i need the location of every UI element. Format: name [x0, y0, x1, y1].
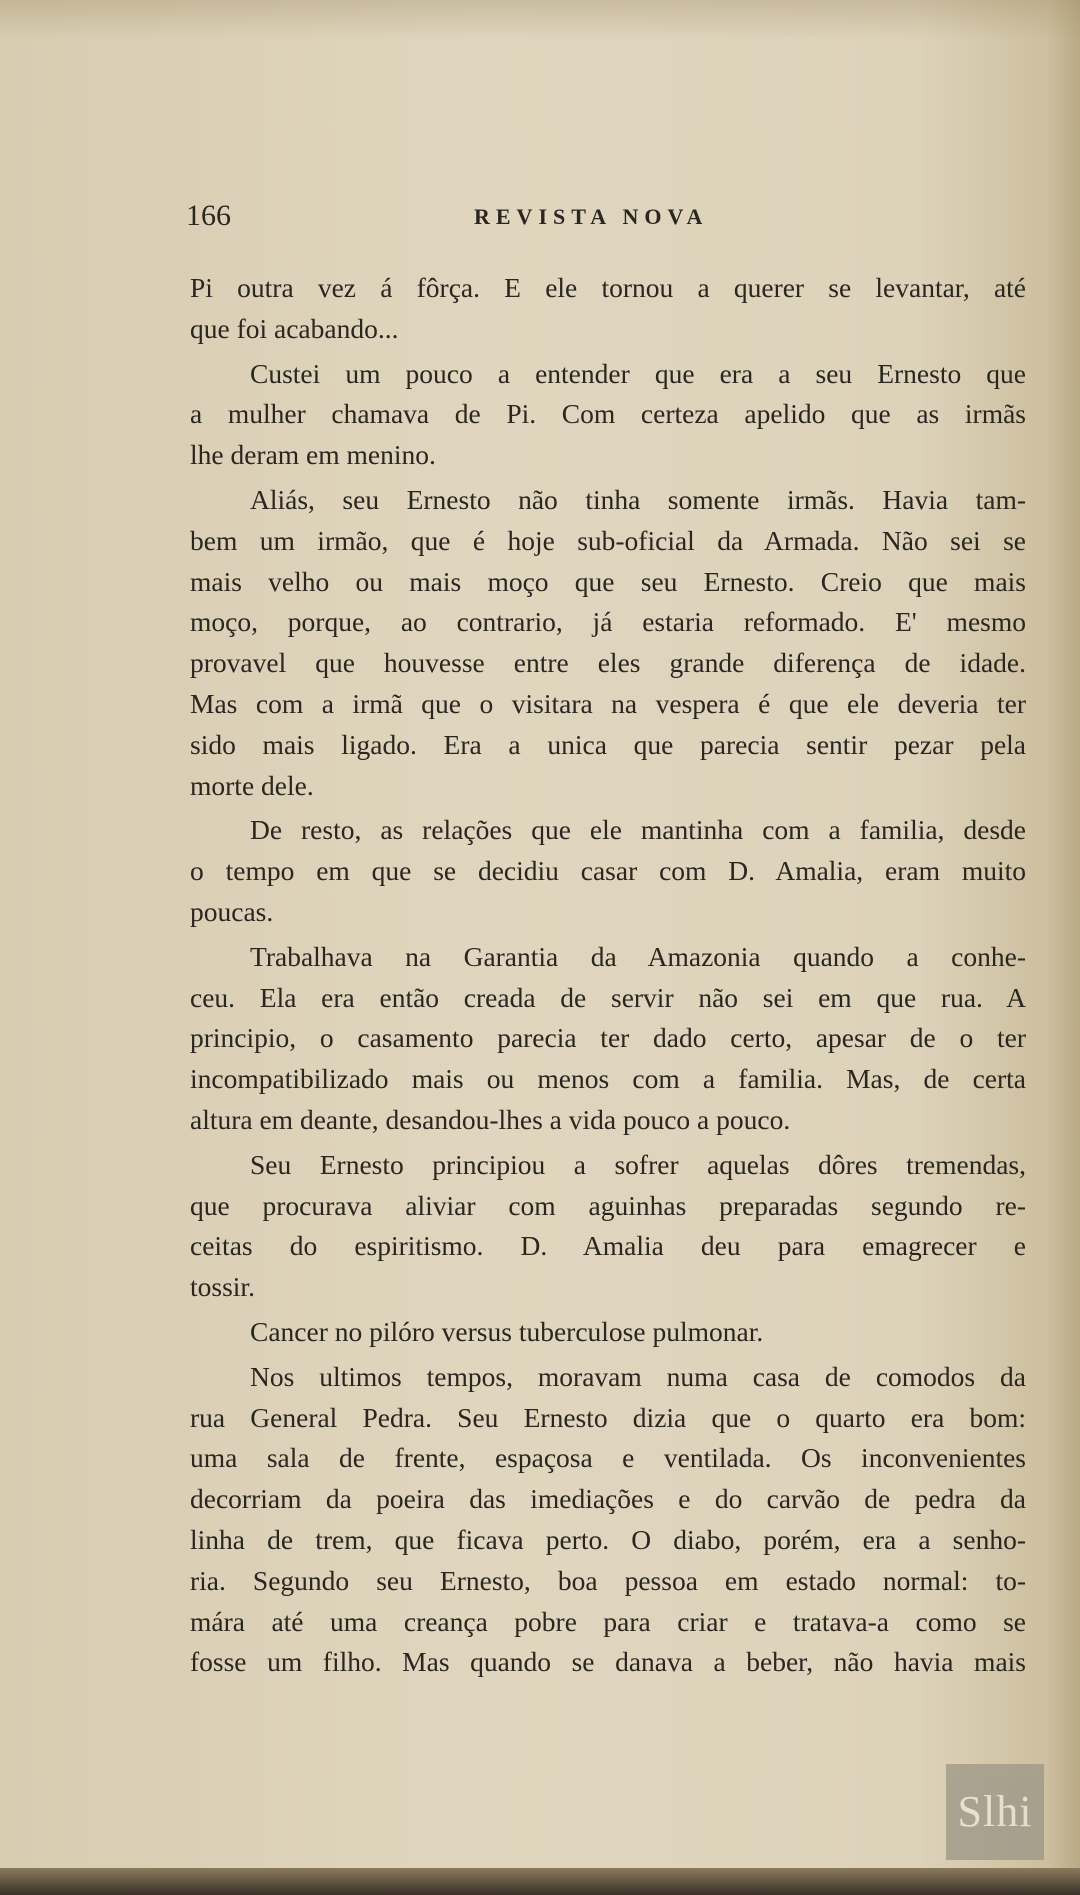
text-line: que procurava aliviar com aguinhas preparadas segundo re-	[190, 1189, 1026, 1221]
text-line: Custei um pouco a entender que era a seu Ernesto que	[250, 357, 1026, 389]
page-bottom-edge	[0, 1868, 1080, 1895]
text-line: De resto, as relações que ele mantinha com a familia, desde	[250, 814, 1026, 846]
text-line: Nos ultimos tempos, moravam numa casa de comodos da	[250, 1360, 1026, 1392]
journal-title: REVISTA NOVA	[474, 204, 709, 229]
page-edge-shadow	[0, 0, 1080, 40]
text-line: a mulher chamava de Pi. Com certeza apelido que as irmãs	[190, 398, 1026, 430]
text-line: ceu. Ela era então creada de servir não sei em que rua. A	[190, 981, 1026, 1013]
text-line: incompatibilizado mais ou menos com a familia. Mas, de certa	[190, 1063, 1026, 1095]
text-line: linha de trem, que ficava perto. O diabo, porém, era a senho-	[190, 1523, 1026, 1555]
text-line: Aliás, seu Ernesto não tinha somente irmãs. Havia tam-	[250, 483, 1026, 515]
running-head	[186, 196, 1026, 236]
text-line: Trabalhava na Garantia da Amazonia quando a conhe-	[250, 940, 1026, 972]
text-line: mais velho ou mais moço que seu Ernesto. Creio que mais	[190, 565, 1026, 597]
stamp-text: Slhi	[957, 1787, 1033, 1836]
text-line: Cancer no pilóro versus tuberculose pulmonar.	[250, 1315, 764, 1347]
text-line: Pi outra vez á fôrça. E ele tornou a querer se levantar, até	[190, 272, 1026, 303]
text-line: Mas com a irmã que o visitara na vespera é que ele deveria ter	[190, 687, 1026, 719]
text-line: tossir.	[190, 1271, 255, 1303]
text-line: sido mais ligado. Era a unica que parecia sentir pezar pela	[190, 728, 1026, 760]
text-line: lhe deram em menino.	[190, 439, 436, 471]
text-line: rua General Pedra. Seu Ernesto dizia que o quarto era bom:	[190, 1401, 1026, 1433]
library-stamp-logo	[946, 1764, 1044, 1860]
text-line: poucas.	[190, 895, 274, 927]
text-line: uma sala de frente, espaçosa e ventilada. Os inconvenientes	[190, 1442, 1026, 1474]
text-line: provavel que houvesse entre eles grande diferença de idade.	[190, 647, 1026, 679]
text-line: que foi acabando...	[190, 312, 399, 344]
text-line: ria. Segundo seu Ernesto, boa pessoa em estado normal: to-	[190, 1564, 1026, 1596]
text-line: fosse um filho. Mas quando se danava a beber, não havia mais	[190, 1646, 1026, 1678]
text-line: principio, o casamento parecia ter dado certo, apesar de o ter	[190, 1022, 1026, 1054]
text-line: moço, porque, ao contrario, já estaria reformado. E' mesmo	[190, 606, 1026, 638]
text-line: morte dele.	[190, 769, 314, 801]
text-line: o tempo em que se decidiu casar com D. Amalia, eram muito	[190, 855, 1026, 887]
text-line: decorriam da poeira das imediações e do carvão de pedra da	[190, 1483, 1026, 1515]
text-line: mára até uma creança pobre para criar e tratava-a como se	[190, 1605, 1026, 1637]
text-line: ceitas do espiritismo. D. Amalia deu para emagrecer e	[190, 1230, 1026, 1262]
text-line: altura em deante, desandou-lhes a vida pouco a pouco.	[190, 1103, 791, 1135]
page-number: 166	[186, 199, 231, 232]
body-text	[190, 268, 1026, 1683]
text-line: Seu Ernesto principiou a sofrer aquelas dôres tremendas,	[250, 1148, 1026, 1180]
text-line: bem um irmão, que é hoje sub-oficial da Armada. Não sei se	[190, 524, 1026, 556]
